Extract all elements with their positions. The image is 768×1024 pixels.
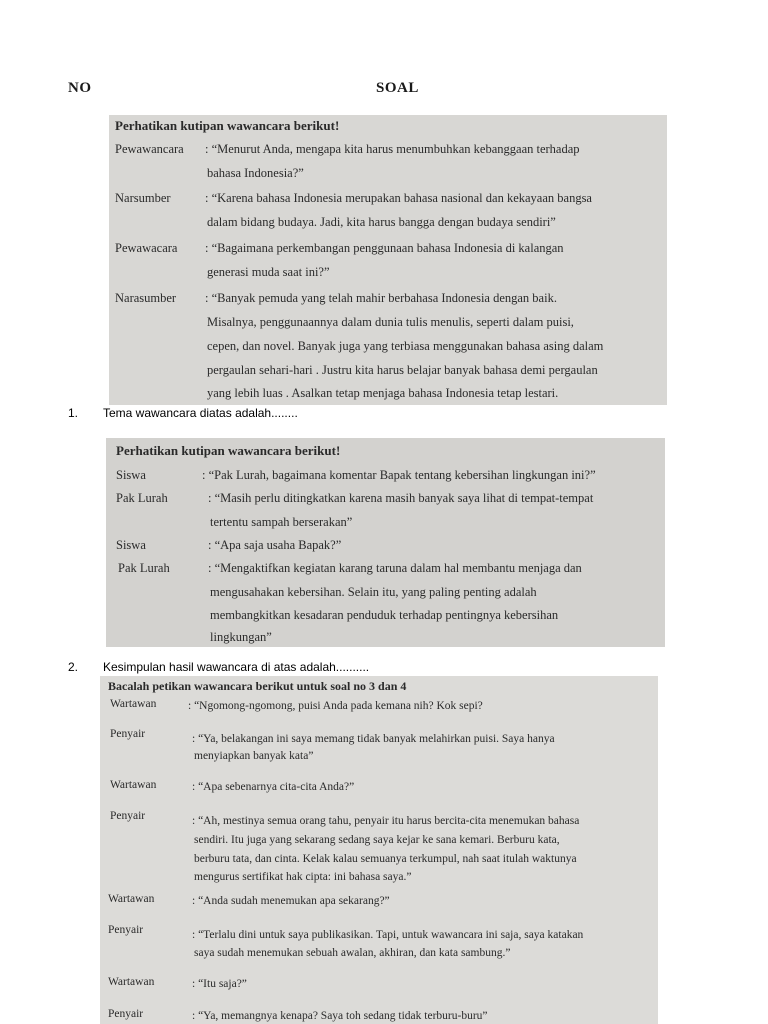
- passage2-speaker: Siswa: [116, 468, 146, 482]
- passage1-speaker: Pewawancara: [115, 142, 184, 156]
- passage1-line: pergaulan sehari-hari . Justru kita harus belajar banyak bahasa demi pergaulan: [207, 363, 598, 377]
- passage3-line: : “Ah, mestinya semua orang tahu, penyair itu harus bercita-cita menemukan bahasa: [192, 815, 580, 827]
- passage2-line: : “Apa saja usaha Bapak?”: [208, 538, 342, 552]
- passage3-line: mengurus sertifikat hak cipta: ini bahasa saya.”: [194, 871, 412, 883]
- passage3-speaker: Penyair: [108, 924, 144, 936]
- passage3-line: : “Ya, belakangan ini saya memang tidak banyak melahirkan puisi. Saya hanya: [192, 733, 555, 745]
- passage1-line: generasi muda saat ini?”: [207, 265, 330, 279]
- passage3-line: : “Ya, memangnya kenapa? Saya toh sedang tidak terburu-buru”: [192, 1010, 488, 1022]
- question-number: 1.: [68, 406, 79, 420]
- question-number: 2.: [68, 660, 79, 674]
- passage3-speaker: Penyair: [108, 1008, 144, 1020]
- passage1-line: : “Karena bahasa Indonesia merupakan bahasa nasional dan kekayaan bangsa: [205, 191, 592, 205]
- passage2-speaker: Pak Lurah: [116, 491, 168, 505]
- passage3-line: : “Apa sebenarnya cita-cita Anda?”: [192, 781, 355, 793]
- passage1-line: cepen, dan novel. Banyak juga yang terbiasa menggunakan bahasa asing dalam: [207, 339, 604, 353]
- passage3-image: [100, 676, 658, 1024]
- passage3-line: : “Ngomong-ngomong, puisi Anda pada kemana nih? Kok sepi?: [188, 700, 483, 712]
- passage2-line: lingkungan”: [210, 630, 272, 644]
- passage2-line: : “Pak Lurah, bagaimana komentar Bapak tentang kebersihan lingkungan ini?”: [202, 468, 596, 482]
- question-text: Tema wawancara diatas adalah........: [103, 406, 298, 420]
- question-1: [68, 406, 668, 422]
- passage3-line: menyiapkan banyak kata”: [194, 750, 314, 762]
- passage1-line: yang lebih luas . Asalkan tetap menjaga bahasa Indonesia tetap lestari.: [207, 386, 559, 400]
- passage1-line: : “Menurut Anda, mengapa kita harus menumbuhkan kebanggaan terhadap: [205, 142, 580, 156]
- passage3-line: : “Itu saja?”: [192, 978, 247, 990]
- passage2-line: tertentu sampah berserakan”: [210, 515, 353, 529]
- passage2-line: mengusahakan kebersihan. Selain itu, yang paling penting adalah: [210, 585, 537, 599]
- question-2: [68, 660, 668, 676]
- passage3-line: : “Anda sudah menemukan apa sekarang?”: [192, 895, 390, 907]
- passage2-speaker: Pak Lurah: [118, 561, 170, 575]
- passage1-speaker: Narsumber: [115, 191, 171, 205]
- passage2-line: : “Masih perlu ditingkatkan karena masih banyak saya lihat di tempat-tempat: [208, 491, 594, 505]
- passage1-line: dalam bidang budaya. Jadi, kita harus bangga dengan budaya sendiri”: [207, 215, 556, 229]
- header-soal: SOAL: [376, 80, 419, 96]
- passage3-speaker: Penyair: [110, 728, 146, 740]
- passage2-line: : “Mengaktifkan kegiatan karang taruna dalam hal membantu menjaga dan: [208, 561, 582, 575]
- passage3-speaker: Wartawan: [110, 779, 157, 791]
- passage3-title: Bacalah petikan wawancara berikut untuk soal no 3 dan 4: [108, 679, 407, 693]
- passage1-title: Perhatikan kutipan wawancara berikut!: [115, 118, 340, 133]
- passage1-image: [109, 115, 667, 405]
- passage2-title: Perhatikan kutipan wawancara berikut!: [116, 443, 341, 458]
- passage1-line: bahasa Indonesia?”: [207, 166, 304, 180]
- passage1-line: : “Banyak pemuda yang telah mahir berbahasa Indonesia dengan baik.: [205, 291, 557, 305]
- passage1-line: : “Bagaimana perkembangan penggunaan bahasa Indonesia di kalangan: [205, 241, 564, 255]
- passage3-speaker: Wartawan: [108, 976, 155, 988]
- passage3-line: : “Terlalu dini untuk saya publikasikan. Tapi, untuk wawancara ini saja, saya katakan: [192, 929, 584, 941]
- passage3-speaker: Wartawan: [110, 698, 157, 710]
- passage3-speaker: Penyair: [110, 810, 146, 822]
- passage3-line: berburu tata, dan cinta. Kelak kalau semuanya terkumpul, nah saat itulah waktunya: [194, 853, 577, 865]
- passage3-speaker: Wartawan: [108, 893, 155, 905]
- question-text: Kesimpulan hasil wawancara di atas adalah..........: [103, 660, 370, 674]
- passage2-line: membangkitkan kesadaran penduduk terhadap pentingnya kebersihan: [210, 608, 559, 622]
- passage3-line: saya sudah menemukan sebuah awalan, akhiran, dan kata sambung.”: [194, 947, 511, 959]
- passage1-speaker: Pewawacara: [115, 241, 178, 255]
- passage1-speaker: Narasumber: [115, 291, 177, 305]
- passage2-image: [106, 438, 665, 647]
- passage3-line: sendiri. Itu juga yang sekarang sedang saya kejar ke sana kemari. Berburu kata,: [194, 834, 560, 846]
- passage1-line: Misalnya, penggunaannya dalam dunia tulis menulis, seperti dalam puisi,: [207, 315, 574, 329]
- header-no: NO: [68, 80, 92, 96]
- passage2-speaker: Siswa: [116, 538, 146, 552]
